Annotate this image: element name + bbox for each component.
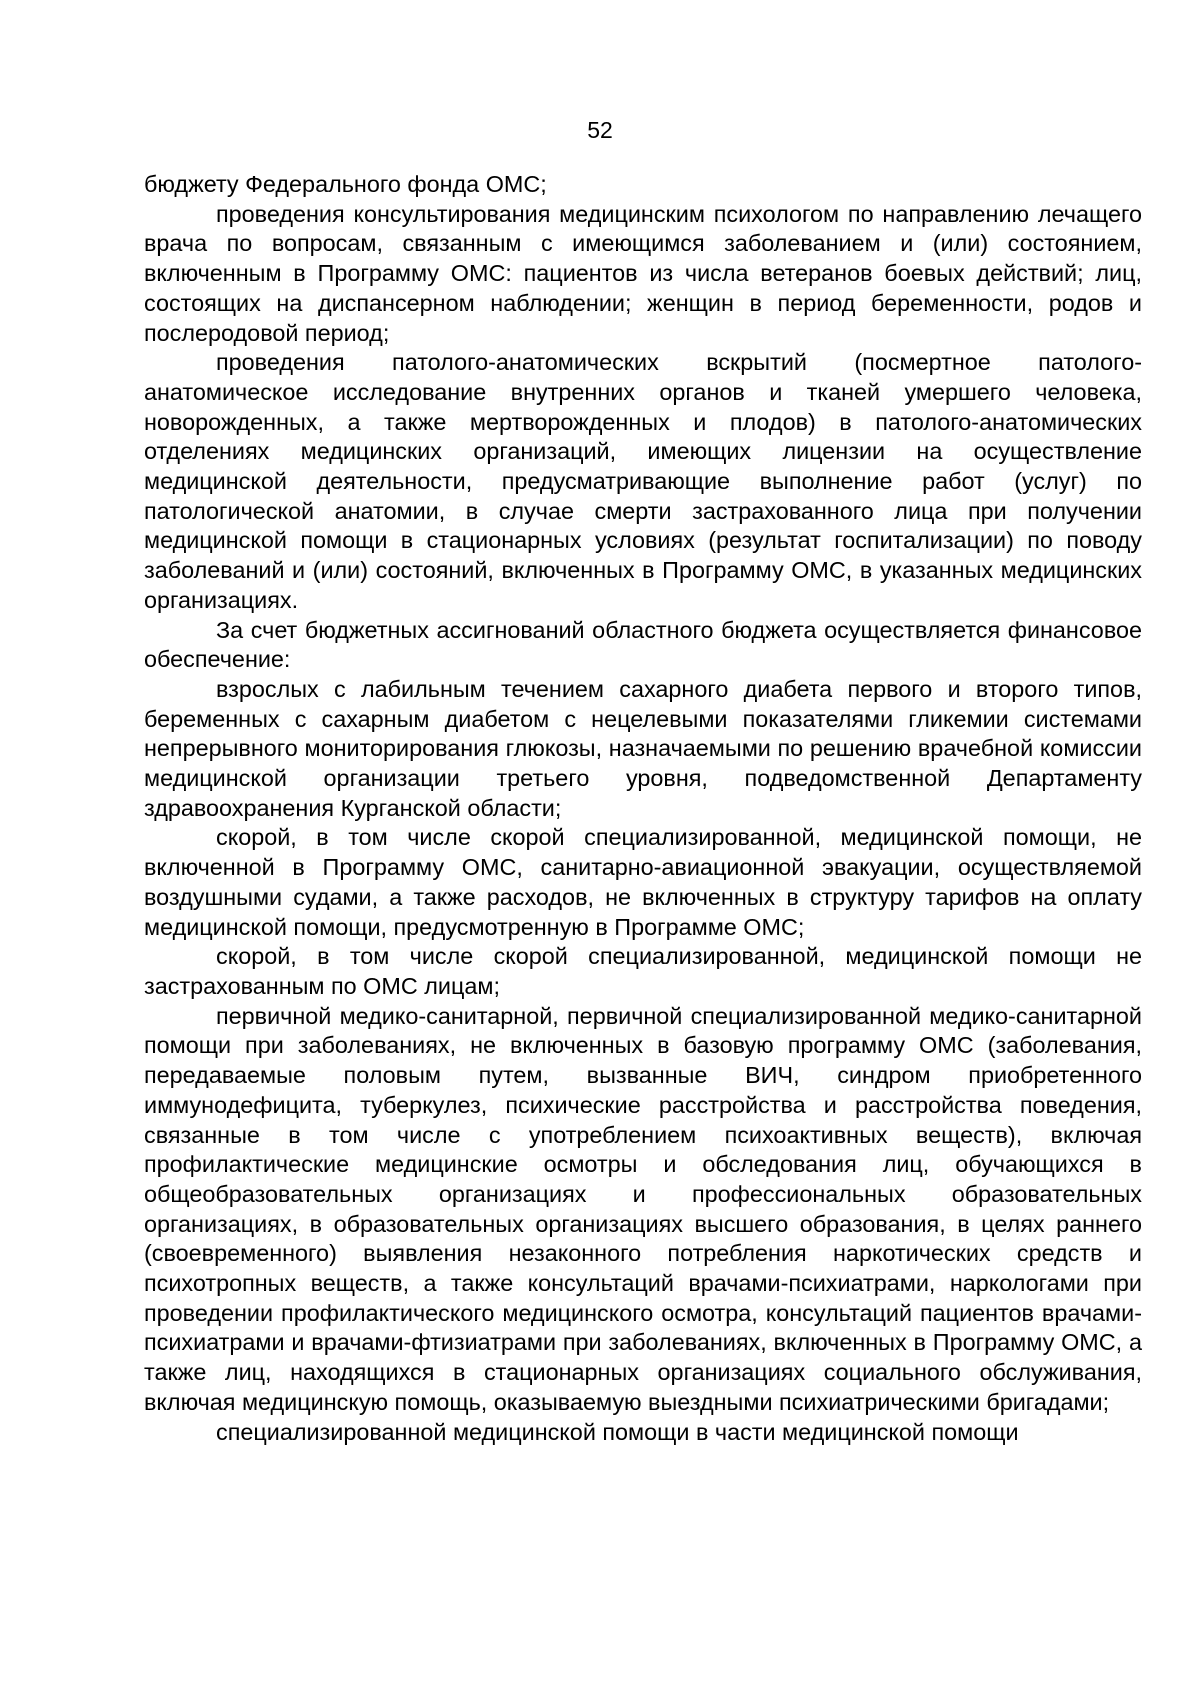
paragraph-4: За счет бюджетных ассигнований областного бюджета осуществляется финансовое обеспечение: (144, 616, 1142, 673)
paragraph-8: первичной медико-санитарной, первичной специализированной медико-санитарной помощи при заболеваниях, не включенных в базовую программу ОМС (заболевания, передаваемые половым путем, вызванные ВИЧ, синдром приобретенного иммунодефицита, туберкулез, психические расстройства и расстройства поведения, связанные в том числе с употреблением психоактивных веществ), включая профилактические медицинские осмотры и обследования лиц, обучающихся в общеобразовательных организациях и профессиональных образовательных организациях, в образовательных организациях высшего образования, в целях раннего (своевременного) выявления незаконного потребления наркотических средств и психотропных веществ, а также консультаций врачами-психиатрами, наркологами при проведении профилактического медицинского осмотра, консультаций пациентов врачами-психиатрами и врачами-фтизиатрами при заболеваниях, включенных в Программу ОМС, а также лиц, находящихся в стационарных организациях социального обслуживания, включая медицинскую помощь, оказываемую выездными психиатрическими бригадами; (144, 1002, 1142, 1415)
paragraph-6: скорой, в том числе скорой специализированной, медицинской помощи, не включенной в Программу ОМС, санитарно-авиационной эвакуации, осуществляемой воздушными судами, а также расходов, не включенных в структуру тарифов на оплату медицинской помощи, предусмотренную в Программе ОМС; (144, 824, 1142, 940)
paragraph-3: проведения патолого-анатомических вскрытий (посмертное патолого-анатомическое исследование внутренних органов и тканей умершего человека, новорожденных, а также мертворожденных и плодов) в патолого-анатомических отделениях медицинских организаций, имеющих лицензии на осуществление медицинской деятельности, предусматривающие выполнение работ (услуг) по патологической анатомии, в случае смерти застрахованного лица при получении медицинской помощи в стационарных условиях (результат госпитализации) по поводу заболеваний и (или) состояний, включенных в Программу ОМС, в указанных медицинских организациях. (144, 349, 1142, 613)
paragraph-1: бюджету Федерального фонда ОМС; (144, 171, 547, 197)
paragraph-9: специализированной медицинской помощи в части медицинской помощи (216, 1418, 1019, 1445)
paragraph-2: проведения консультирования медицинским психологом по направлению лечащего врача по вопросам, связанным с имеющимся заболеванием и (или) состоянием, включенным в Программу ОМС: пациентов из числа ветеранов боевых действий; лиц, состоящих на диспансерном наблюдении; женщин в период беременности, родов и послеродовой период; (144, 200, 1142, 346)
paragraph-7: скорой, в том числе скорой специализированной, медицинской помощи не застрахованным по ОМС лицам; (144, 943, 1142, 999)
paragraph-5: взрослых с лабильным течением сахарного диабета первого и второго типов, беременных с сахарным диабетом с нецелевыми показателями гликемии системами непрерывного мониторирования глюкозы, назначаемыми по решению врачебной комиссии медицинской организации третьего уровня, подведомственной Департаменту здравоохранения Курганской области; (144, 675, 1142, 821)
page-number: 52 (587, 117, 613, 143)
document-body (144, 170, 1142, 1447)
